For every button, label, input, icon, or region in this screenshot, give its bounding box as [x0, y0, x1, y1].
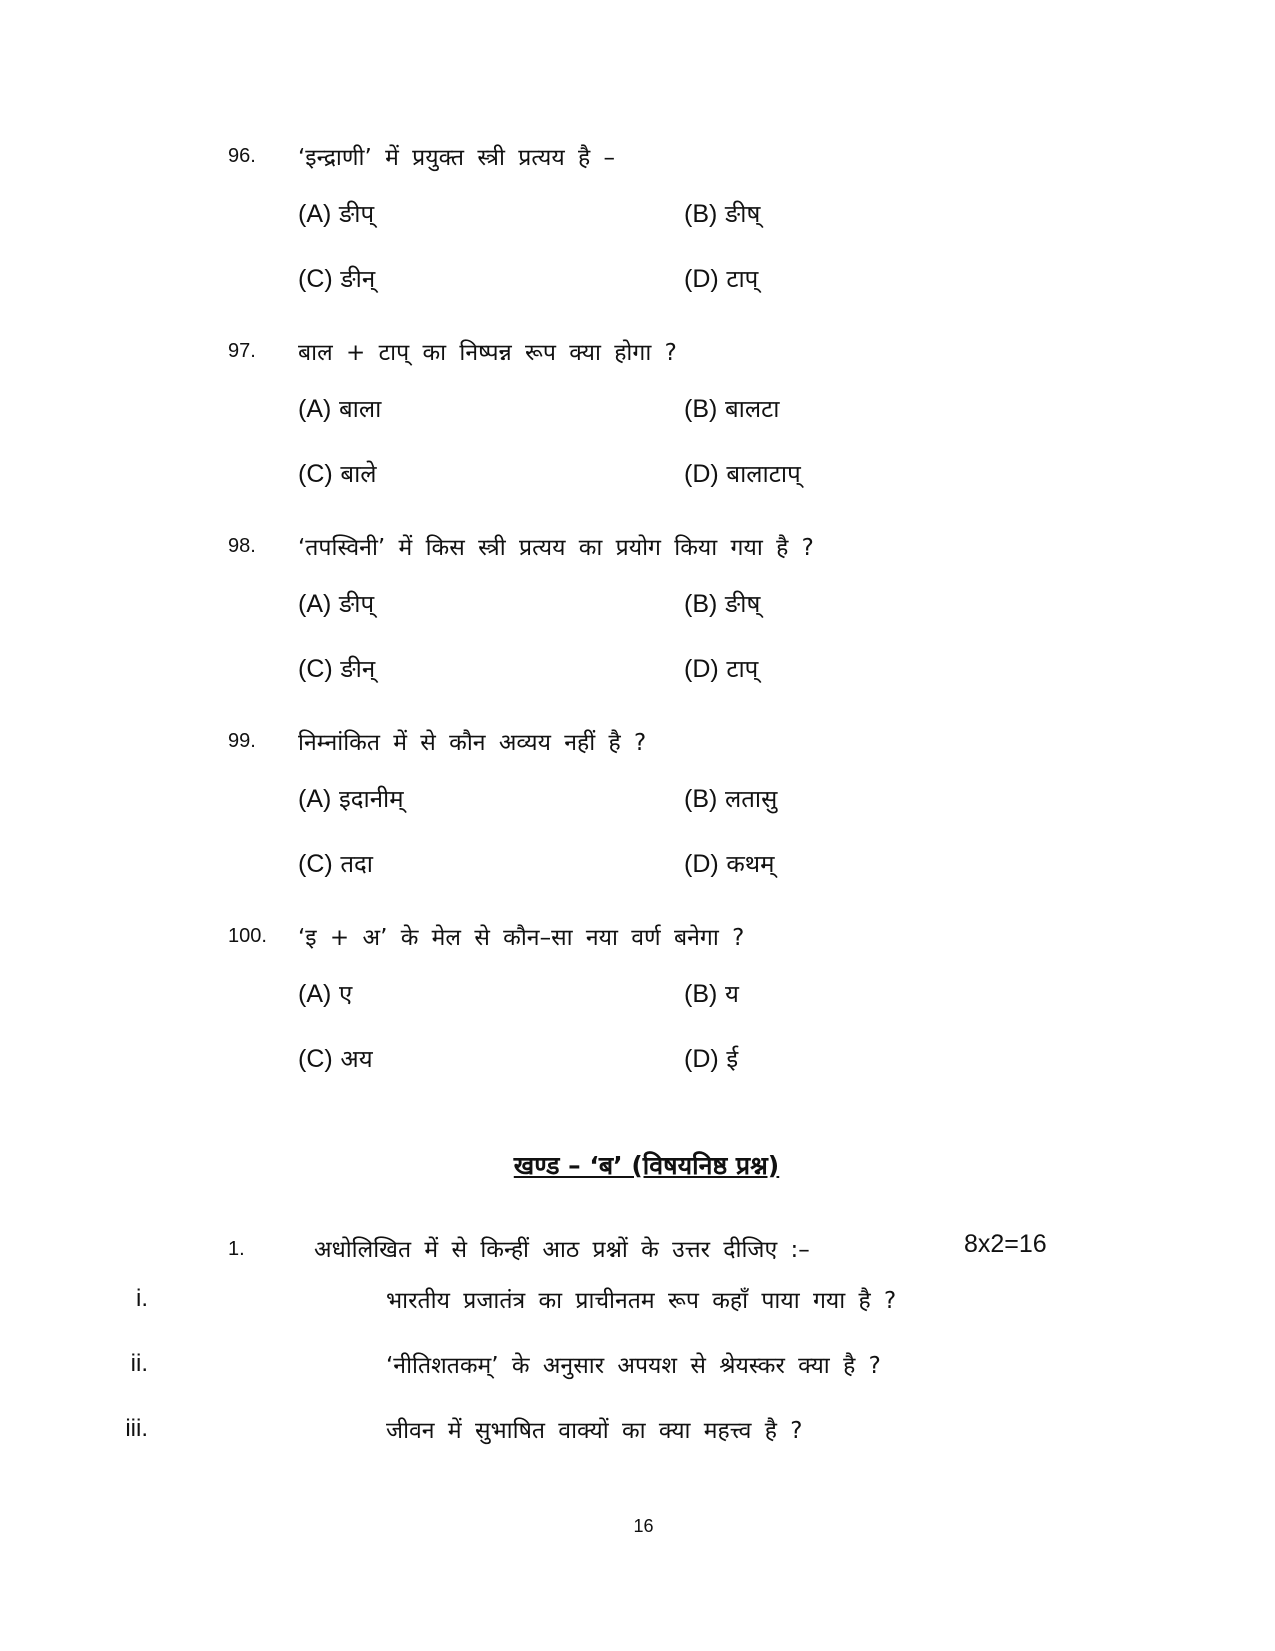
question-text: बाल + टाप् का निष्पन्न रूप क्या होगा ? [298, 340, 677, 366]
option-b [684, 587, 760, 620]
option-text: बाला [338, 395, 382, 423]
option-label: (A) [298, 590, 332, 618]
option-c [298, 652, 375, 685]
option-a [298, 197, 374, 230]
option-label: (B) [684, 980, 718, 1008]
option-a [298, 392, 381, 425]
option-d [684, 457, 801, 490]
option-b [684, 782, 777, 815]
option-label: (D) [684, 850, 719, 878]
option-text: ङीप् [338, 200, 375, 228]
option-text: ङीष् [724, 590, 761, 618]
question-number: 98. [228, 535, 256, 557]
question-number: 100. [228, 925, 267, 947]
option-label: (C) [298, 460, 333, 488]
option-label: (C) [298, 850, 333, 878]
sub-question-number: ii. [130, 1350, 148, 1377]
option-text: कथम् [726, 850, 775, 878]
sub-question-text: जीवन में सुभाषित वाक्यों का क्या महत्त्व है ? [386, 1418, 803, 1444]
option-label: (A) [298, 200, 332, 228]
option-c [298, 262, 375, 295]
option-c [298, 847, 373, 880]
option-a [298, 977, 352, 1010]
option-a [298, 782, 404, 815]
option-label: (B) [684, 200, 718, 228]
question-number: 97. [228, 340, 256, 362]
option-label: (C) [298, 655, 333, 683]
question-text: निम्नांकित में से कौन अव्यय नहीं है ? [298, 730, 647, 756]
option-c [298, 1042, 373, 1075]
option-text: बालाटाप् [726, 460, 801, 488]
question-text: ‘इन्द्राणी’ में प्रयुक्त स्त्री प्रत्यय है – [298, 145, 616, 171]
question-number: 99. [228, 730, 256, 752]
option-label: (A) [298, 785, 332, 813]
question-text: ‘इ + अ’ के मेल से कौन–सा नया वर्ण बनेगा ? [298, 925, 745, 951]
question-text: ‘तपस्विनी’ में किस स्त्री प्रत्यय का प्रयोग किया गया है ? [298, 535, 814, 561]
option-label: (D) [684, 265, 719, 293]
option-text: तदा [340, 850, 373, 878]
option-text: टाप् [726, 655, 759, 683]
sub-question-text: भारतीय प्रजातंत्र का प्राचीनतम रूप कहाँ पाया गया है ? [386, 1288, 897, 1314]
option-label: (C) [298, 1045, 333, 1073]
option-label: (B) [684, 785, 718, 813]
option-label: (D) [684, 460, 719, 488]
option-b [684, 197, 760, 230]
sub-question-number: i. [136, 1285, 148, 1312]
option-label: (B) [684, 395, 718, 423]
option-text: टाप् [726, 265, 759, 293]
option-b [684, 977, 739, 1010]
option-label: (D) [684, 655, 719, 683]
option-text: बालटा [724, 395, 780, 423]
option-c [298, 457, 377, 490]
option-label: (A) [298, 395, 332, 423]
section-question-number: 1. [228, 1238, 245, 1260]
option-text: बाले [340, 460, 377, 488]
section-question-text: अधोलिखित में से किन्हीं आठ प्रश्नों के उत्तर दीजिए :– [314, 1237, 810, 1263]
option-d [684, 652, 758, 685]
option-text: ङीष् [724, 200, 761, 228]
option-text: अय [340, 1045, 373, 1073]
option-a [298, 587, 374, 620]
question-number: 96. [228, 145, 256, 167]
option-text: लतासु [724, 785, 778, 813]
sub-question-number: iii. [125, 1415, 148, 1442]
option-text: इदानीम् [338, 785, 404, 813]
section-b-heading: खण्ड – ‘ब’ (विषयनिष्ठ प्रश्न) [513, 1151, 780, 1180]
page-number: 16 [633, 1516, 654, 1536]
option-text: ङीप् [338, 590, 375, 618]
option-text: य [724, 980, 739, 1008]
option-text: ङीन् [340, 655, 376, 683]
option-label: (D) [684, 1045, 719, 1073]
option-d [684, 262, 758, 295]
sub-question-text: ‘नीतिशतकम्’ के अनुसार अपयश से श्रेयस्कर क्या है ? [386, 1353, 881, 1379]
option-text: ई [726, 1045, 739, 1073]
option-text: ङीन् [340, 265, 376, 293]
option-text: ए [338, 980, 353, 1008]
option-label: (C) [298, 265, 333, 293]
option-d [684, 1042, 738, 1075]
marks-allocation: 8x2=16 [964, 1230, 1047, 1258]
option-label: (A) [298, 980, 332, 1008]
option-d [684, 847, 774, 880]
option-b [684, 392, 779, 425]
option-label: (B) [684, 590, 718, 618]
